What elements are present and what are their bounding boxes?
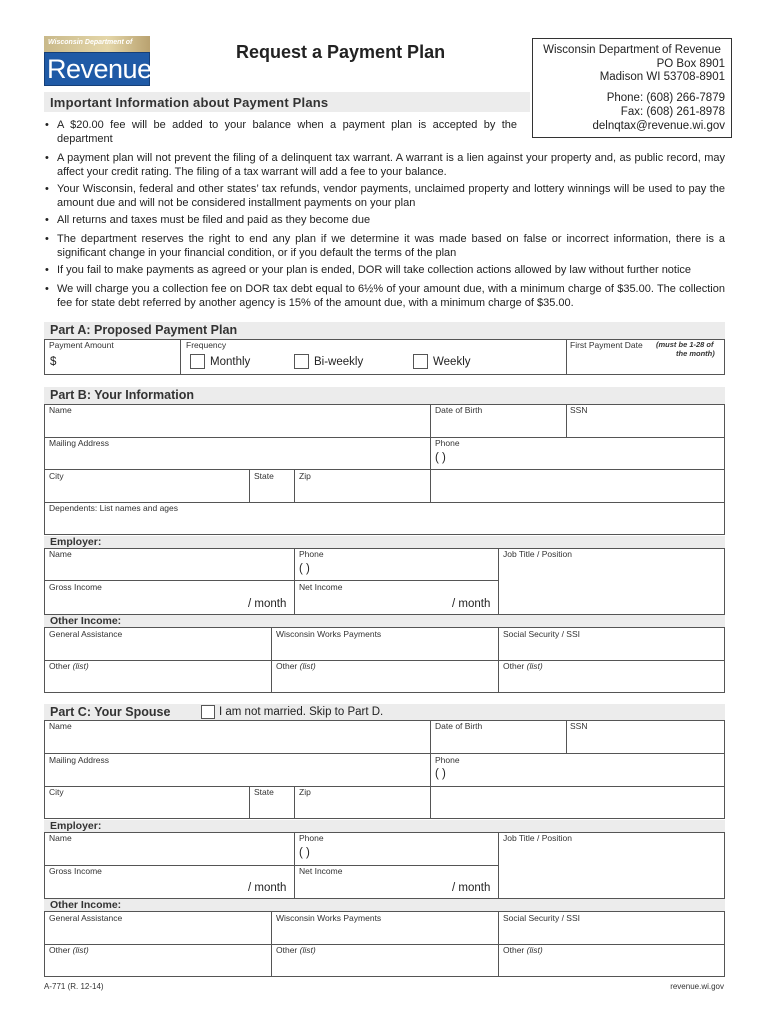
c-city-field[interactable] — [45, 797, 248, 817]
b-zip-field[interactable] — [295, 481, 429, 501]
bullet-item: • Your Wisconsin, federal and other states’ tax refunds, vendor payments, unclaimed property and lottery winnings will be used to pay the amount due and will not be considered installment payments on your plan — [45, 183, 725, 209]
c-ssn-field[interactable] — [567, 731, 724, 752]
c-other-label-2: Other (list) — [276, 945, 316, 955]
b-emp-phone-field[interactable]: ( ) — [299, 563, 310, 575]
b-general-assistance-label: General Assistance — [49, 629, 123, 639]
address-box — [532, 38, 732, 138]
b-mailing-field[interactable] — [45, 448, 429, 468]
c-phone-label: Phone — [435, 755, 460, 765]
c-zip-label: Zip — [299, 787, 311, 797]
b-emp-phone-label: Phone — [299, 549, 324, 559]
c-ssn-label: SSN — [570, 721, 588, 731]
address-phone: Phone: (608) 266-7879 — [606, 92, 725, 104]
c-state-field[interactable] — [250, 797, 293, 817]
important-heading-bar — [44, 92, 530, 112]
b-dependents-field[interactable] — [45, 513, 724, 533]
b-employer-heading: Employer: — [50, 536, 102, 548]
b-dob-label: Date of Birth — [435, 405, 483, 415]
b-emp-name-label: Name — [49, 549, 72, 559]
c-emp-phone-field[interactable]: ( ) — [299, 847, 310, 859]
c-dob-field[interactable] — [431, 731, 565, 752]
bullet-item: • The department reserves the right to end any plan if we determine it was made based on false or incorrect information, there is a significant change in your financial condition, or if you default the terms of the plan — [45, 233, 725, 259]
monthly-label: Monthly — [210, 356, 251, 368]
b-state-field[interactable] — [250, 481, 293, 501]
c-name-field[interactable] — [45, 731, 429, 752]
c-ss-label: Social Security / SSI — [503, 913, 581, 923]
c-mailing-field[interactable] — [45, 765, 429, 785]
c-emp-name-field[interactable] — [45, 843, 293, 864]
b-w2-label: Wisconsin Works Payments — [276, 629, 382, 639]
bullet-item: • If you fail to make payments as agreed or your plan is ended, DOR will take collection actions allowed by law without further notice — [45, 264, 692, 276]
weekly-label: Weekly — [433, 356, 471, 368]
form-id: A-771 (R. 12-14) — [44, 982, 104, 991]
c-name-label: Name — [49, 721, 72, 731]
c-mailing-label: Mailing Address — [49, 755, 110, 765]
first-payment-note-1: (must be 1-28 of — [656, 340, 714, 349]
b-ssn-field[interactable] — [567, 415, 724, 436]
c-dob-label: Date of Birth — [435, 721, 483, 731]
c-emp-phone-label: Phone — [299, 833, 324, 843]
b-ssn-label: SSN — [570, 405, 588, 415]
address-email[interactable]: delnqtax@revenue.wi.gov — [592, 120, 725, 132]
b-state-label: State — [254, 471, 274, 481]
b-emp-name-field[interactable] — [45, 559, 293, 579]
not-married-label: I am not married. Skip to Part D. — [219, 706, 384, 718]
b-net-per-month: / month — [452, 598, 491, 610]
part-c-heading: Part C: Your Spouse — [50, 705, 171, 719]
b-other-label-1: Other (list) — [49, 661, 89, 671]
address-line2: PO Box 8901 — [656, 58, 725, 70]
b-net-label: Net Income — [299, 582, 343, 592]
bullet-item: • All returns and taxes must be filed and paid as they become due — [45, 214, 371, 226]
c-phone-field[interactable]: ( ) — [435, 768, 446, 780]
b-emp-job-label: Job Title / Position — [503, 549, 572, 559]
b-emp-job-field[interactable] — [499, 559, 724, 613]
b-city-field[interactable] — [45, 481, 248, 501]
weekly-checkbox[interactable] — [413, 354, 428, 369]
part-b-heading: Part B: Your Information — [50, 388, 194, 402]
bullet-item: • We will charge you a collection fee on DOR tax debt equal to 6½% of your amount due, with a minimum charge of $35.00. The collection fee for state debt referred by another agency is 15% of the amount due, with a minimum charge of $35.00. — [45, 283, 725, 309]
page-title: Request a Payment Plan — [236, 42, 446, 62]
b-zip-label: Zip — [299, 471, 311, 481]
address-line3: Madison WI 53708-8901 — [599, 71, 725, 83]
b-other-income-heading-bar — [44, 615, 725, 627]
b-gross-per-month: / month — [248, 598, 287, 610]
part-c-heading-bar — [44, 704, 725, 721]
c-emp-job-label: Job Title / Position — [503, 833, 572, 843]
b-dependents-label: Dependents: List names and ages — [49, 503, 179, 513]
b-other-label-3: Other (list) — [503, 661, 543, 671]
website: revenue.wi.gov — [670, 982, 724, 991]
address-line1: Wisconsin Department of Revenue — [543, 44, 721, 56]
b-employer-heading-bar — [44, 536, 725, 548]
b-name-label: Name — [49, 405, 72, 415]
c-zip-field[interactable] — [295, 797, 429, 817]
c-emp-name-label: Name — [49, 833, 72, 843]
c-net-per-month: / month — [452, 882, 491, 894]
biweekly-checkbox[interactable] — [294, 354, 309, 369]
dollar-sign: $ — [50, 356, 57, 368]
part-a-heading-bar — [44, 322, 725, 339]
b-other-label-2: Other (list) — [276, 661, 316, 671]
not-married-checkbox[interactable] — [201, 705, 215, 719]
logo-big-text: Revenue — [47, 54, 152, 84]
b-ss-label: Social Security / SSI — [503, 629, 581, 639]
bullet-item: • A payment plan will not prevent the filing of a delinquent tax warrant. A warrant is a lien against your property and, as public record, may affect your credit rating. The filing of a tax warrant will add a fee to your balance. — [45, 152, 725, 178]
c-other-label-1: Other (list) — [49, 945, 89, 955]
b-dob-field[interactable] — [431, 415, 565, 436]
b-other-income-heading: Other Income: — [50, 615, 122, 627]
payment-amount-label: Payment Amount — [49, 340, 114, 350]
first-payment-note-2: the month) — [676, 349, 715, 358]
c-other-label-3: Other (list) — [503, 945, 543, 955]
c-state-label: State — [254, 787, 274, 797]
b-name-field[interactable] — [45, 415, 429, 436]
c-gross-per-month: / month — [248, 882, 287, 894]
logo-small-text: Wisconsin Department of — [48, 39, 133, 46]
frequency-label: Frequency — [186, 340, 227, 350]
monthly-checkbox[interactable] — [190, 354, 205, 369]
first-payment-date-label: First Payment Date — [570, 340, 643, 350]
c-other-income-heading: Other Income: — [50, 899, 122, 911]
part-b-heading-bar — [44, 387, 725, 404]
bullet-item: • A $20.00 fee will be added to your balance when a payment plan is accepted by the department — [45, 119, 517, 145]
biweekly-label: Bi-weekly — [314, 356, 364, 368]
revenue-logo — [44, 36, 150, 86]
b-phone-field[interactable]: ( ) — [435, 452, 446, 464]
payment-amount-field[interactable] — [45, 350, 179, 373]
c-emp-job-field[interactable] — [499, 843, 724, 897]
b-phone-label: Phone — [435, 438, 460, 448]
c-net-label: Net Income — [299, 866, 343, 876]
b-mailing-label: Mailing Address — [49, 438, 110, 448]
first-payment-date-field[interactable] — [567, 358, 724, 373]
b-city-label: City — [49, 471, 64, 481]
c-city-label: City — [49, 787, 64, 797]
c-employer-heading: Employer: — [50, 820, 102, 832]
b-gross-label: Gross Income — [49, 582, 102, 592]
c-general-assistance-label: General Assistance — [49, 913, 123, 923]
c-gross-label: Gross Income — [49, 866, 102, 876]
important-heading: Important Information about Payment Plans — [50, 95, 329, 110]
c-employer-heading-bar — [44, 820, 725, 832]
part-a-heading: Part A: Proposed Payment Plan — [50, 323, 238, 337]
address-fax: Fax: (608) 261-8978 — [620, 106, 725, 118]
c-other-income-heading-bar — [44, 899, 725, 911]
c-w2-label: Wisconsin Works Payments — [276, 913, 382, 923]
